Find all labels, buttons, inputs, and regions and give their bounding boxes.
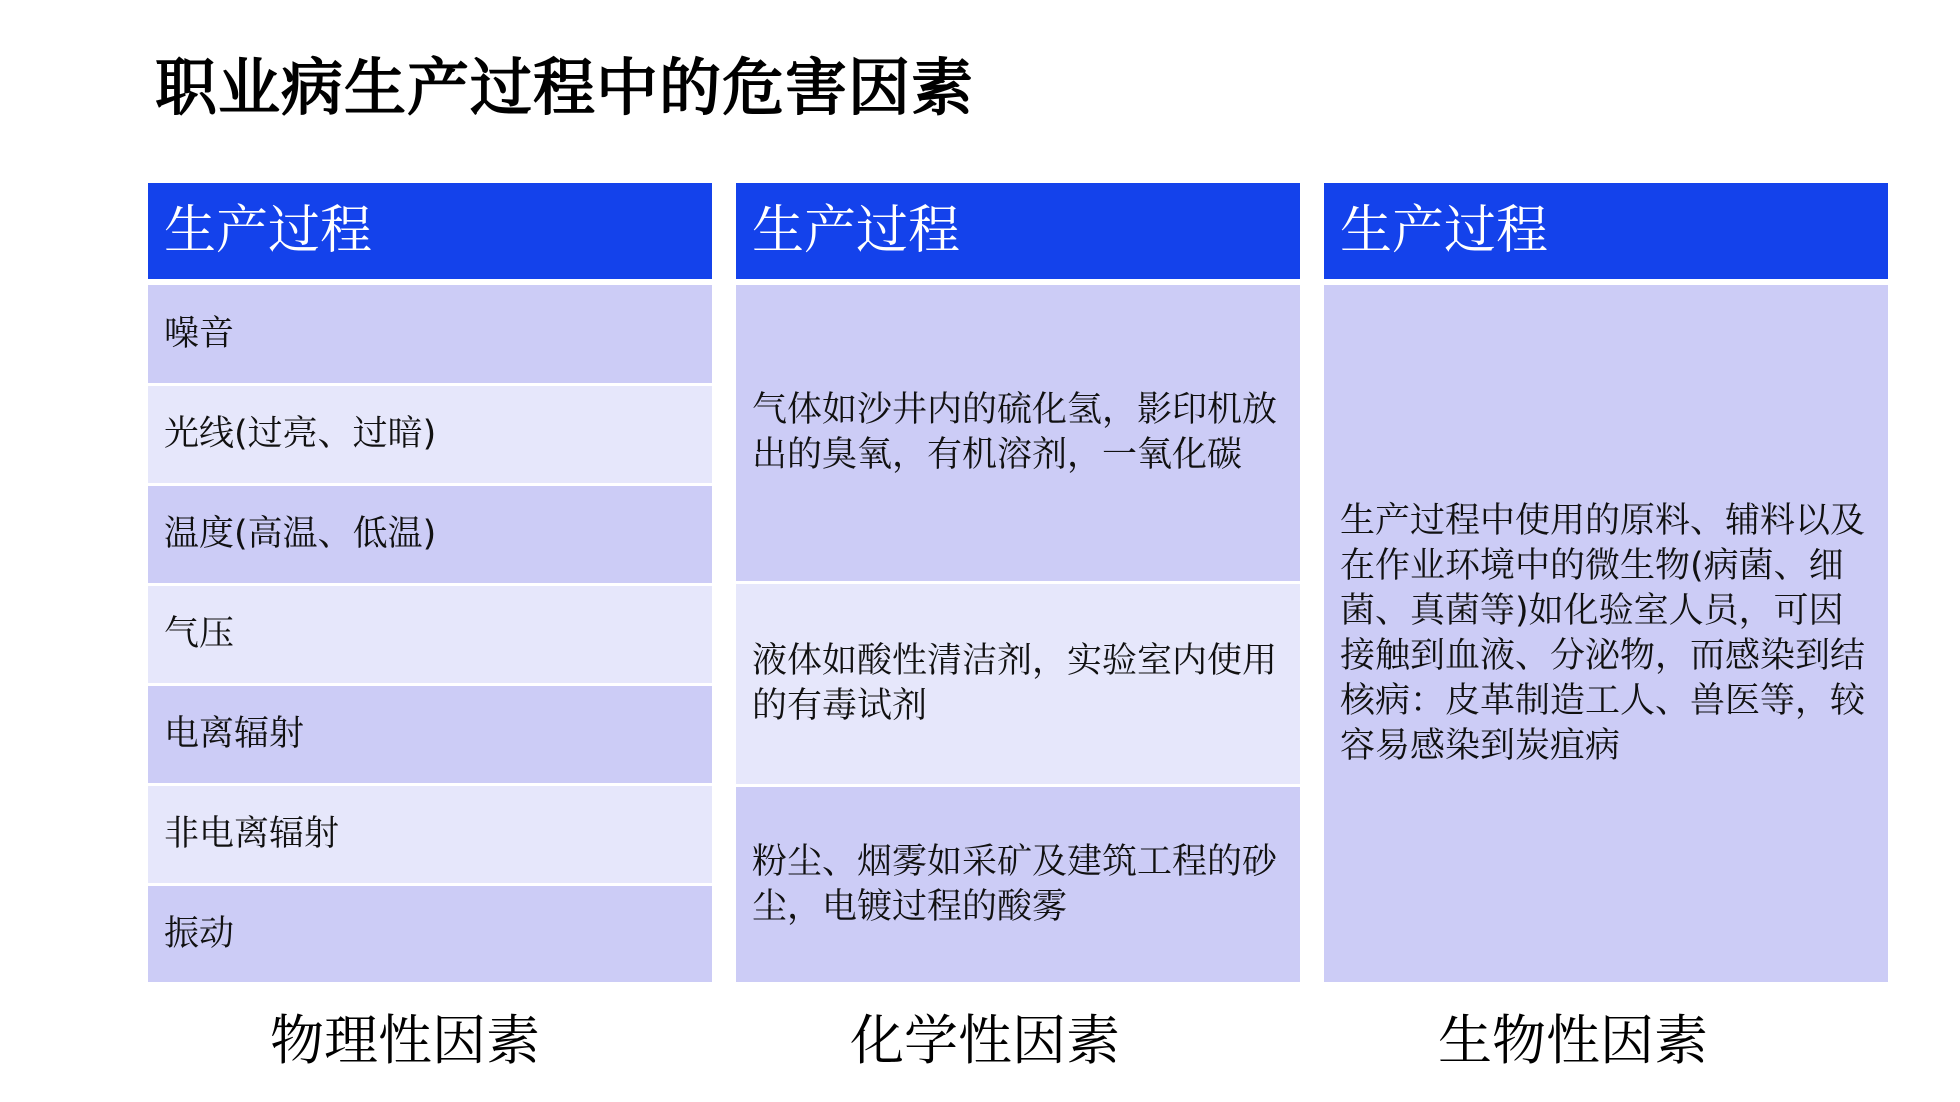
list-item — [148, 883, 712, 982]
column-body — [1324, 285, 1888, 982]
list-item — [1324, 285, 1888, 982]
column-header: 生产过程 — [148, 183, 712, 279]
biological-factors-column — [1324, 183, 1888, 982]
list-item-label: 气体如沙井内的硫化氢，影印机放出的臭氧，有机溶剂，一氧化碳 — [752, 390, 1278, 475]
list-item-label: 非电离辐射 — [164, 814, 340, 854]
column-header: 生产过程 — [736, 183, 1300, 279]
list-item — [736, 285, 1300, 581]
chemical-factors-label: 化学性因素 — [850, 1009, 1120, 1072]
list-item — [148, 783, 712, 883]
list-item — [736, 581, 1300, 784]
list-item-label: 噪音 — [164, 313, 235, 354]
column-header: 生产过程 — [1324, 183, 1888, 279]
list-item-label: 光线(过亮、过暗) — [164, 414, 437, 454]
list-item-label: 气压 — [164, 614, 235, 654]
physical-factors-label: 物理性因素 — [270, 1009, 540, 1072]
list-item-label: 生产过程中使用的原料、辅料以及在作业环境中的微生物(病菌、细菌、真菌等)如化验室人员，可因接触到血液、分泌物，而感染到结核病：皮革制造工人、兽医等，较容易感染到炭疽病 — [1340, 500, 1866, 766]
chemical-factors-column — [736, 183, 1300, 982]
list-item-label: 振动 — [164, 913, 235, 954]
list-item-label: 电离辐射 — [164, 714, 305, 754]
list-item-label: 温度(高温、低温) — [164, 514, 437, 554]
column-body — [148, 285, 712, 982]
biological-factors-label: 生物性因素 — [1438, 1009, 1708, 1072]
list-item — [148, 383, 712, 483]
list-item — [148, 583, 712, 683]
page-title: 职业病生产过程中的危害因素 — [155, 51, 975, 124]
list-item-label: 粉尘、烟雾如采矿及建筑工程的砂尘，电镀过程的酸雾 — [752, 841, 1278, 927]
list-item — [736, 784, 1300, 982]
list-item — [148, 483, 712, 583]
list-item — [148, 683, 712, 783]
column-body — [736, 285, 1300, 982]
list-item-label: 液体如酸性清洁剂，实验室内使用的有毒试剂 — [752, 641, 1278, 726]
physical-factors-column — [148, 183, 712, 982]
list-item — [148, 285, 712, 383]
